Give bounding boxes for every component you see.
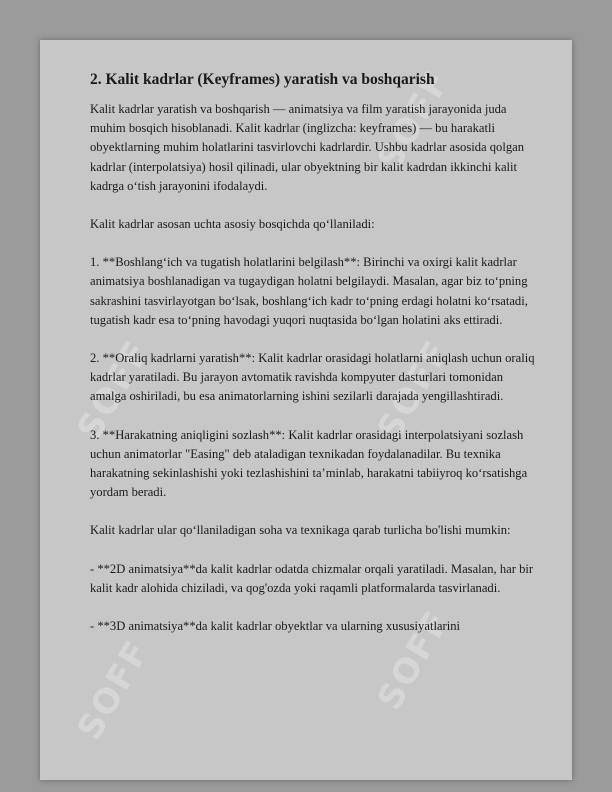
paragraph: 3. **Harakatning aniqligini sozlash**: Kalit kadrlar orasidagi interpolatsiyani sozlash uchun animatorlar "Easing" deb ataladigan texnikadan foydalanadilar. Bu texnika harakatning sekinlashishi yoki tezlashishini ta’minlab, harakatni tabiiyroq ko‘rsatishga yordam beradi.	[90, 427, 528, 500]
document-body	[90, 70, 535, 655]
document-page	[40, 40, 572, 780]
watermark: SOFF	[369, 603, 459, 717]
paragraph: 2. **Oraliq kadrlarni yaratish**: Kalit kadrlar orasidagi holatlarni aniqlash uchun oraliq kadrlar yaratiladi. Bu jarayon avtomatik ravishda kompyuter dasturlari tomonidan amalga oshiriladi, bu esa animatorlarning ishini sezilarli darajada yengillashtiradi.	[90, 351, 535, 404]
watermark: SOFF	[369, 333, 459, 447]
paragraph: Kalit kadrlar yaratish va boshqarish — animatsiya va film yaratish jarayonida juda muhim bosqich hisoblanadi. Kalit kadrlar (inglizcha: keyframes) — bu harakatli obyektlarning muhim holatlarini tasvirlovchi kadrlardir. Ushbu kadrlar asosida qolgan kadrlar (interpolatsiya) hosil qilinadi, ular obyektning bir kalit kadrdan ikkinchi kalit kadrga o‘tish jarayonini ifodalaydi.	[90, 102, 525, 193]
paragraph: - **3D animatsiya**da kalit kadrlar obyektlar va ularning xususiyatlarini	[90, 619, 461, 634]
watermark: SOFF	[369, 63, 459, 177]
paragraph: Kalit kadrlar ular qo‘llaniladigan soha va texnikaga qarab turlicha bo'lishi mumkin:	[90, 523, 511, 538]
paragraph: - **2D animatsiya**da kalit kadrlar odatda chizmalar orqali yaratiladi. Masalan, har bir kalit kadr alohida chiziladi, va qog'ozda yoki raqamli platformalarda tasvirlanadi.	[90, 561, 534, 595]
watermark: SOFF	[69, 633, 159, 747]
paragraph: Kalit kadrlar asosan uchta asosiy bosqichda qo‘llaniladi:	[90, 217, 375, 232]
paragraph: 1. **Boshlang‘ich va tugatish holatlarini belgilash**: Birinchi va oxirgi kalit kadrlar animatsiya boshlanadigan va tugaydigan holatni belgilaydi. Masalan, agar biz to‘pning sakrashini tasvirlayotgan bo‘lsak, boshlang‘ich kadr to‘pning erdagi holatni ko‘rsatadi, tugatish kadr esa to‘pning havodagi yuqori nuqtasida bo‘lgan holatini aks ettiradi.	[90, 255, 528, 327]
section-heading: 2. Kalit kadrlar (Keyframes) yaratish va boshqarish	[90, 71, 435, 88]
watermark: SOFF	[69, 333, 159, 447]
